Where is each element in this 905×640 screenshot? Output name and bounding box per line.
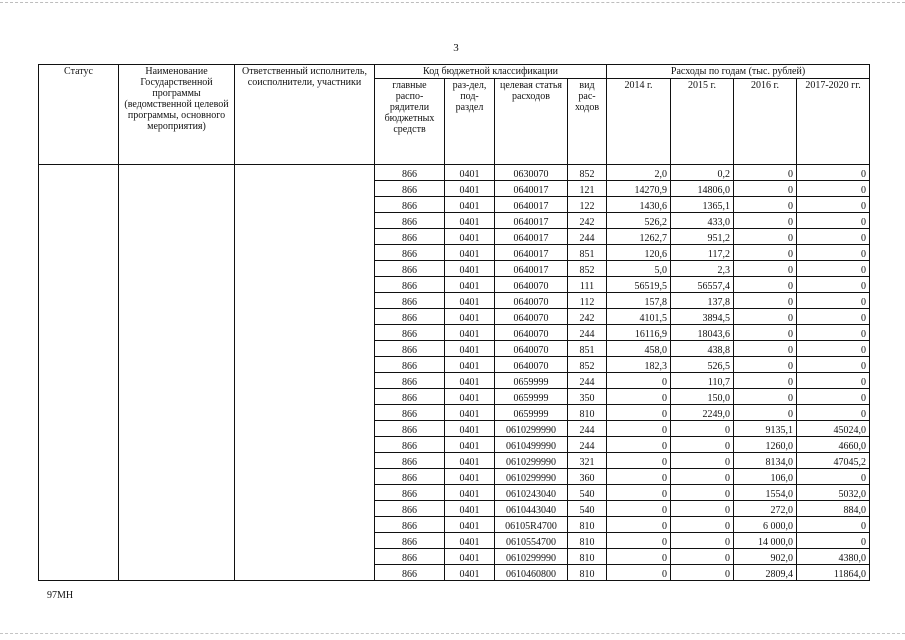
cell-year-2016: 0 <box>734 165 797 181</box>
cell-year-2015: 0 <box>671 501 734 517</box>
cell-year-2015: 0 <box>671 453 734 469</box>
cell-target-article: 0659999 <box>495 373 568 389</box>
cell-target-article: 0640070 <box>495 293 568 309</box>
header-program-name: Наименование Государственной программы (ведомственной целевой программы, основного мероприятия) <box>119 65 235 165</box>
cell-expense-type: 360 <box>568 469 607 485</box>
scan-edge-top <box>0 2 905 3</box>
header-budget-code-group: Код бюджетной классификации <box>375 65 607 79</box>
cell-year-2014: 0 <box>607 453 671 469</box>
cell-section: 0401 <box>445 181 495 197</box>
cell-years-2017-2020: 0 <box>797 197 870 213</box>
cell-year-2014: 0 <box>607 501 671 517</box>
cell-target-article: 06105R4700 <box>495 517 568 533</box>
cell-grbs: 866 <box>375 309 445 325</box>
header-section: раз-дел, под-раздел <box>445 79 495 165</box>
cell-grbs: 866 <box>375 165 445 181</box>
cell-grbs: 866 <box>375 245 445 261</box>
cell-expense-type: 244 <box>568 325 607 341</box>
cell-expense-type: 851 <box>568 245 607 261</box>
cell-section: 0401 <box>445 277 495 293</box>
cell-years-2017-2020: 45024,0 <box>797 421 870 437</box>
cell-grbs: 866 <box>375 213 445 229</box>
cell-grbs: 866 <box>375 357 445 373</box>
cell-years-2017-2020: 0 <box>797 341 870 357</box>
cell-grbs: 866 <box>375 197 445 213</box>
cell-year-2014: 1430,6 <box>607 197 671 213</box>
cell-years-2017-2020: 0 <box>797 245 870 261</box>
cell-expense-type: 852 <box>568 357 607 373</box>
header-year-2016: 2016 г. <box>734 79 797 165</box>
cell-years-2017-2020: 0 <box>797 261 870 277</box>
cell-year-2014: 157,8 <box>607 293 671 309</box>
cell-grbs: 866 <box>375 469 445 485</box>
cell-year-2015: 56557,4 <box>671 277 734 293</box>
cell-year-2016: 0 <box>734 405 797 421</box>
cell-year-2014: 56519,5 <box>607 277 671 293</box>
cell-year-2014: 14270,9 <box>607 181 671 197</box>
cell-section: 0401 <box>445 485 495 501</box>
header-grbs: главные распо-рядители бюджетных средств <box>375 79 445 165</box>
cell-year-2014: 120,6 <box>607 245 671 261</box>
cell-grbs: 866 <box>375 341 445 357</box>
header-spending-group: Расходы по годам (тыс. рублей) <box>607 65 870 79</box>
cell-grbs: 866 <box>375 549 445 565</box>
cell-year-2014: 4101,5 <box>607 309 671 325</box>
cell-section: 0401 <box>445 405 495 421</box>
cell-years-2017-2020: 4660,0 <box>797 437 870 453</box>
cell-year-2015: 526,5 <box>671 357 734 373</box>
cell-years-2017-2020: 0 <box>797 213 870 229</box>
cell-year-2014: 182,3 <box>607 357 671 373</box>
cell-target-article: 0640017 <box>495 229 568 245</box>
cell-target-article: 0630070 <box>495 165 568 181</box>
cell-grbs: 866 <box>375 533 445 549</box>
cell-expense-type: 851 <box>568 341 607 357</box>
cell-target-article: 0610299990 <box>495 549 568 565</box>
cell-section: 0401 <box>445 165 495 181</box>
cell-grbs: 866 <box>375 437 445 453</box>
cell-target-article: 0610299990 <box>495 469 568 485</box>
cell-year-2014: 0 <box>607 485 671 501</box>
cell-grbs: 866 <box>375 373 445 389</box>
cell-expense-type: 121 <box>568 181 607 197</box>
cell-target-article: 0610299990 <box>495 421 568 437</box>
cell-years-2017-2020: 884,0 <box>797 501 870 517</box>
cell-section: 0401 <box>445 325 495 341</box>
cell-year-2015: 2249,0 <box>671 405 734 421</box>
cell-year-2016: 0 <box>734 309 797 325</box>
cell-grbs: 866 <box>375 229 445 245</box>
cell-years-2017-2020: 0 <box>797 181 870 197</box>
cell-target-article: 0640017 <box>495 261 568 277</box>
cell-year-2014: 0 <box>607 405 671 421</box>
cell-section: 0401 <box>445 517 495 533</box>
header-target-article: целевая статья расходов <box>495 79 568 165</box>
cell-years-2017-2020: 0 <box>797 533 870 549</box>
cell-year-2016: 6 000,0 <box>734 517 797 533</box>
cell-section: 0401 <box>445 245 495 261</box>
cell-section: 0401 <box>445 213 495 229</box>
cell-expense-type: 321 <box>568 453 607 469</box>
cell-year-2016: 0 <box>734 261 797 277</box>
cell-year-2016: 1260,0 <box>734 437 797 453</box>
cell-year-2016: 902,0 <box>734 549 797 565</box>
cell-grbs: 866 <box>375 517 445 533</box>
cell-year-2015: 433,0 <box>671 213 734 229</box>
cell-year-2016: 0 <box>734 245 797 261</box>
cell-year-2015: 0 <box>671 421 734 437</box>
cell-expense-type: 244 <box>568 437 607 453</box>
cell-year-2015: 3894,5 <box>671 309 734 325</box>
cell-expense-type: 244 <box>568 421 607 437</box>
cell-years-2017-2020: 5032,0 <box>797 485 870 501</box>
cell-target-article: 0610299990 <box>495 453 568 469</box>
cell-year-2015: 1365,1 <box>671 197 734 213</box>
cell-year-2016: 272,0 <box>734 501 797 517</box>
cell-expense-type: 244 <box>568 373 607 389</box>
cell-year-2014: 458,0 <box>607 341 671 357</box>
cell-section: 0401 <box>445 357 495 373</box>
cell-year-2015: 18043,6 <box>671 325 734 341</box>
cell-year-2016: 0 <box>734 277 797 293</box>
cell-year-2015: 0 <box>671 485 734 501</box>
cell-years-2017-2020: 0 <box>797 357 870 373</box>
cell-target-article: 0640017 <box>495 181 568 197</box>
cell-year-2016: 9135,1 <box>734 421 797 437</box>
cell-expense-type: 350 <box>568 389 607 405</box>
cell-grbs: 866 <box>375 405 445 421</box>
cell-year-2016: 0 <box>734 229 797 245</box>
cell-target-article: 0659999 <box>495 405 568 421</box>
cell-section: 0401 <box>445 389 495 405</box>
header-year-2014: 2014 г. <box>607 79 671 165</box>
table-header <box>39 65 870 165</box>
cell-years-2017-2020: 0 <box>797 309 870 325</box>
cell-grbs: 866 <box>375 181 445 197</box>
table-row <box>39 165 870 181</box>
cell-year-2015: 14806,0 <box>671 181 734 197</box>
cell-year-2014: 1262,7 <box>607 229 671 245</box>
cell-section: 0401 <box>445 341 495 357</box>
cell-year-2014: 526,2 <box>607 213 671 229</box>
cell-expense-type: 810 <box>568 517 607 533</box>
blank-program-name-cell <box>119 165 235 581</box>
cell-year-2014: 0 <box>607 469 671 485</box>
cell-grbs: 866 <box>375 421 445 437</box>
cell-years-2017-2020: 0 <box>797 389 870 405</box>
cell-years-2017-2020: 0 <box>797 229 870 245</box>
header-years-2017-2020: 2017-2020 гг. <box>797 79 870 165</box>
cell-section: 0401 <box>445 309 495 325</box>
cell-year-2016: 8134,0 <box>734 453 797 469</box>
cell-year-2016: 14 000,0 <box>734 533 797 549</box>
cell-section: 0401 <box>445 501 495 517</box>
cell-section: 0401 <box>445 453 495 469</box>
cell-target-article: 0640070 <box>495 357 568 373</box>
header-executor: Ответственный исполнитель, соисполнители, участники <box>235 65 375 165</box>
cell-year-2014: 0 <box>607 373 671 389</box>
cell-grbs: 866 <box>375 453 445 469</box>
cell-year-2015: 137,8 <box>671 293 734 309</box>
cell-section: 0401 <box>445 373 495 389</box>
cell-expense-type: 810 <box>568 549 607 565</box>
table-body <box>39 165 870 581</box>
cell-section: 0401 <box>445 293 495 309</box>
cell-year-2014: 2,0 <box>607 165 671 181</box>
cell-year-2016: 0 <box>734 181 797 197</box>
cell-grbs: 866 <box>375 389 445 405</box>
cell-target-article: 0640017 <box>495 213 568 229</box>
cell-grbs: 866 <box>375 501 445 517</box>
cell-year-2016: 0 <box>734 197 797 213</box>
cell-year-2016: 0 <box>734 341 797 357</box>
cell-year-2015: 110,7 <box>671 373 734 389</box>
cell-grbs: 866 <box>375 565 445 581</box>
cell-expense-type: 810 <box>568 533 607 549</box>
cell-year-2015: 0 <box>671 565 734 581</box>
cell-target-article: 0640017 <box>495 245 568 261</box>
header-year-2015: 2015 г. <box>671 79 734 165</box>
cell-section: 0401 <box>445 469 495 485</box>
blank-status-cell <box>39 165 119 581</box>
cell-section: 0401 <box>445 437 495 453</box>
cell-year-2015: 0 <box>671 533 734 549</box>
cell-grbs: 866 <box>375 293 445 309</box>
cell-target-article: 0640070 <box>495 277 568 293</box>
cell-year-2014: 5,0 <box>607 261 671 277</box>
cell-section: 0401 <box>445 565 495 581</box>
cell-year-2014: 0 <box>607 565 671 581</box>
cell-year-2016: 0 <box>734 373 797 389</box>
cell-year-2014: 0 <box>607 389 671 405</box>
cell-year-2015: 0 <box>671 549 734 565</box>
cell-years-2017-2020: 0 <box>797 373 870 389</box>
cell-year-2016: 1554,0 <box>734 485 797 501</box>
cell-years-2017-2020: 0 <box>797 325 870 341</box>
cell-years-2017-2020: 0 <box>797 277 870 293</box>
cell-year-2016: 0 <box>734 325 797 341</box>
budget-table <box>38 64 870 581</box>
cell-year-2016: 0 <box>734 213 797 229</box>
footer-code: 97МН <box>47 590 74 601</box>
cell-expense-type: 244 <box>568 229 607 245</box>
cell-expense-type: 242 <box>568 213 607 229</box>
cell-year-2016: 0 <box>734 389 797 405</box>
cell-year-2016: 0 <box>734 357 797 373</box>
cell-section: 0401 <box>445 229 495 245</box>
cell-grbs: 866 <box>375 485 445 501</box>
cell-year-2015: 951,2 <box>671 229 734 245</box>
cell-section: 0401 <box>445 533 495 549</box>
cell-expense-type: 112 <box>568 293 607 309</box>
cell-target-article: 0610554700 <box>495 533 568 549</box>
cell-year-2016: 106,0 <box>734 469 797 485</box>
cell-year-2016: 0 <box>734 293 797 309</box>
cell-target-article: 0610443040 <box>495 501 568 517</box>
cell-target-article: 0610243040 <box>495 485 568 501</box>
cell-years-2017-2020: 47045,2 <box>797 453 870 469</box>
cell-year-2014: 0 <box>607 421 671 437</box>
header-expense-type: вид рас-ходов <box>568 79 607 165</box>
cell-section: 0401 <box>445 261 495 277</box>
cell-target-article: 0640070 <box>495 341 568 357</box>
cell-target-article: 0640070 <box>495 309 568 325</box>
cell-years-2017-2020: 0 <box>797 165 870 181</box>
cell-expense-type: 852 <box>568 165 607 181</box>
cell-year-2015: 0 <box>671 437 734 453</box>
cell-expense-type: 810 <box>568 565 607 581</box>
cell-year-2015: 438,8 <box>671 341 734 357</box>
cell-section: 0401 <box>445 197 495 213</box>
cell-years-2017-2020: 0 <box>797 469 870 485</box>
cell-year-2014: 0 <box>607 533 671 549</box>
cell-target-article: 0610499990 <box>495 437 568 453</box>
cell-year-2015: 2,3 <box>671 261 734 277</box>
cell-year-2015: 117,2 <box>671 245 734 261</box>
cell-year-2014: 0 <box>607 437 671 453</box>
cell-grbs: 866 <box>375 277 445 293</box>
cell-target-article: 0640070 <box>495 325 568 341</box>
blank-executor-cell <box>235 165 375 581</box>
cell-section: 0401 <box>445 421 495 437</box>
cell-year-2014: 0 <box>607 549 671 565</box>
cell-expense-type: 242 <box>568 309 607 325</box>
cell-expense-type: 852 <box>568 261 607 277</box>
cell-expense-type: 111 <box>568 277 607 293</box>
cell-year-2015: 0 <box>671 517 734 533</box>
cell-years-2017-2020: 0 <box>797 405 870 421</box>
cell-year-2015: 150,0 <box>671 389 734 405</box>
cell-years-2017-2020: 0 <box>797 517 870 533</box>
cell-grbs: 866 <box>375 325 445 341</box>
cell-years-2017-2020: 4380,0 <box>797 549 870 565</box>
cell-year-2014: 0 <box>607 517 671 533</box>
cell-expense-type: 810 <box>568 405 607 421</box>
cell-year-2016: 2809,4 <box>734 565 797 581</box>
cell-target-article: 0659999 <box>495 389 568 405</box>
cell-years-2017-2020: 11864,0 <box>797 565 870 581</box>
cell-year-2014: 16116,9 <box>607 325 671 341</box>
page-number: 3 <box>453 42 459 54</box>
cell-year-2015: 0,2 <box>671 165 734 181</box>
scan-edge-bottom <box>0 633 905 634</box>
cell-expense-type: 540 <box>568 501 607 517</box>
cell-expense-type: 540 <box>568 485 607 501</box>
cell-section: 0401 <box>445 549 495 565</box>
cell-grbs: 866 <box>375 261 445 277</box>
cell-year-2015: 0 <box>671 469 734 485</box>
cell-target-article: 0610460800 <box>495 565 568 581</box>
header-status: Статус <box>39 65 119 165</box>
cell-expense-type: 122 <box>568 197 607 213</box>
cell-target-article: 0640017 <box>495 197 568 213</box>
cell-years-2017-2020: 0 <box>797 293 870 309</box>
